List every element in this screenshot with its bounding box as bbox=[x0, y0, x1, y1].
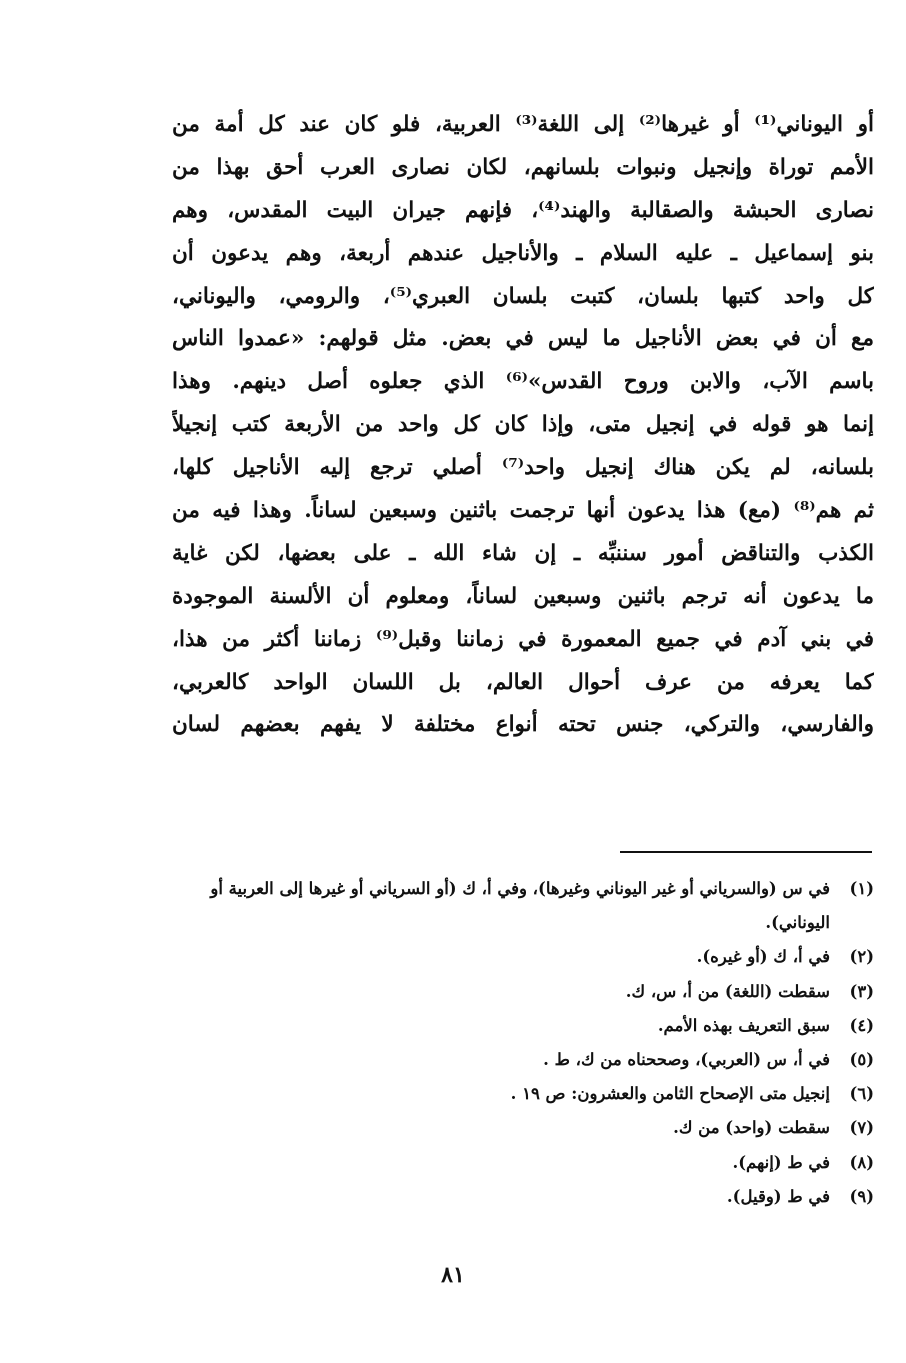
footnote-number: (٨) bbox=[849, 1152, 874, 1172]
footnote-number: (٣) bbox=[849, 981, 874, 1001]
footnote bbox=[170, 940, 874, 974]
footnote-text: سقطت (اللغة) من أ، س، ك. bbox=[625, 981, 830, 1001]
footnote-number: (١) bbox=[849, 879, 874, 898]
footnote-number: (٧) bbox=[849, 1118, 874, 1138]
footnote-number: (٩) bbox=[849, 1186, 874, 1206]
text-line: كل واحد كتبها بلسان، كتبت بلسان العبري⁽⁵⁾، والرومي، واليوناني، bbox=[172, 283, 874, 309]
text-line: أو اليوناني⁽¹⁾ أو غيرها⁽²⁾ إلى اللغة⁽³⁾ العربية، فلو كان عند كل أمة من bbox=[172, 112, 874, 137]
footnote-number: (٢) bbox=[849, 947, 874, 967]
footnote-text: إنجيل متى الإصحاح الثامن والعشرون: ص ١٩ . bbox=[510, 1084, 830, 1104]
footnote-number: (٦) bbox=[849, 1084, 874, 1104]
footnote-text: في أ، ك (أو غيره). bbox=[696, 947, 830, 967]
text-line: نصارى الحبشة والصقالبة والهند⁽⁴⁾، فإنهم جيران البيت المقدس، وهم bbox=[172, 197, 874, 223]
footnote-text: في س (والسرياني أو غير اليوناني وغيرها)، وفي أ، ك (أو السرياني أو غيرها إلى العربية أو اليوناني). bbox=[210, 879, 830, 933]
footnote-text: في ط (وقيل). bbox=[726, 1186, 830, 1206]
text-line: كما يعرفه من عرف أحوال العالم، بل اللسان الواحد كالعربي، bbox=[172, 669, 874, 695]
footnote-number: (٤) bbox=[849, 1015, 874, 1035]
footnote-text: في أ، س (العربي)، وصححناه من ك، ط . bbox=[543, 1050, 830, 1070]
footnote bbox=[170, 975, 874, 1009]
text-line: الأمم توراة وإنجيل ونبوات بلسانهم، لكان نصارى العرب أحق بهذا من bbox=[172, 154, 874, 180]
footnote bbox=[170, 1009, 874, 1043]
footnote-divider bbox=[620, 851, 872, 853]
text-line: إنما هو قوله في إنجيل متى، وإذا كان كل واحد من الأربعة كتب إنجيلاً bbox=[172, 412, 874, 438]
main-text-block bbox=[172, 104, 874, 747]
text-line: بنو إسماعيل ـ عليه السلام ـ والأناجيل عندهم أربعة، وهم يدعون أن bbox=[172, 240, 874, 266]
footnote bbox=[170, 1111, 874, 1145]
footnote bbox=[170, 1146, 874, 1180]
footnote bbox=[170, 872, 874, 940]
footnotes bbox=[170, 872, 874, 1214]
text-line: بلسانه، لم يكن هناك إنجيل واحد⁽⁷⁾ أصلي ترجع إليه الأناجيل كلها، bbox=[172, 455, 874, 481]
text-line: باسم الآب، والابن وروح القدس»⁽⁶⁾ الذي جعلوه أصل دينهم. وهذا bbox=[172, 369, 874, 395]
footnote-text: سبق التعريف بهذه الأمم. bbox=[657, 1015, 830, 1035]
footnote-number: (٥) bbox=[849, 1050, 874, 1070]
footnote bbox=[170, 1180, 874, 1214]
page-number: ٨١ bbox=[441, 1262, 465, 1288]
text-line: الكذب والتناقض أمور سننبِّه ـ إن شاء الله ـ على بعضها، لكن غاية bbox=[172, 540, 874, 566]
text-line: في بني آدم في جميع المعمورة في زماننا وقبل⁽⁹⁾ زماننا أكثر من هذا، bbox=[172, 626, 874, 652]
text-line: ثم هم⁽⁸⁾ (مع) هذا يدعون أنها ترجمت باثنين وسبعين لساناً. وهذا فيه من bbox=[172, 498, 874, 524]
text-line: والفارسي، والتركي، جنس تحته أنواع مختلفة لا يفهم بعضهم لسان bbox=[172, 712, 874, 738]
footnote-text: في ط (إنهم). bbox=[732, 1152, 830, 1172]
text-line: ما يدعون أنه ترجم باثنين وسبعين لساناً، ومعلوم أن الألسنة الموجودة bbox=[172, 583, 874, 609]
footnote bbox=[170, 1077, 874, 1111]
text-line: مع أن في بعض الأناجيل ما ليس في بعض. مثل قولهم: «عمدوا الناس bbox=[172, 326, 874, 352]
footnote bbox=[170, 1043, 874, 1077]
footnote-text: سقطت (واحد) من ك. bbox=[673, 1118, 830, 1138]
